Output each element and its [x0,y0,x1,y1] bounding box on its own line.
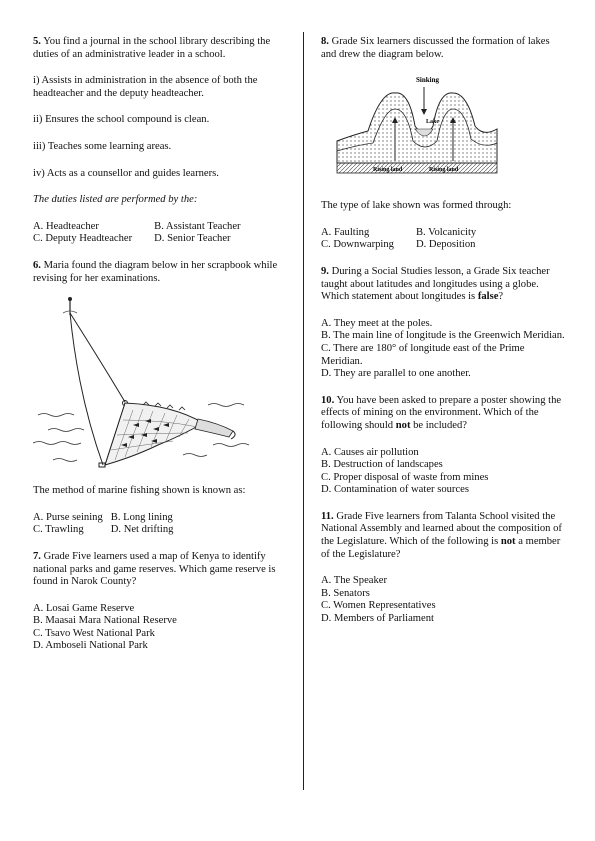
options-grid [33,512,283,537]
option-c[interactable]: C. Tsavo West National Park [33,627,155,639]
duty-item: iv) Acts as a counsellor and guides learners. [33,167,219,179]
question-prompt: The duties listed are performed by the: [33,194,198,206]
option-a[interactable]: A. The Speaker [321,575,387,587]
label-rising-land-right: Rising land [429,167,459,174]
question-stem: Grade Five learners from Talanta School visited the National Assembly and learned about the composition of the Legislature. Which of the following is [321,510,562,548]
question-6 [33,260,283,537]
question-number: 6. [33,259,41,271]
option-a[interactable]: A. Causes air pollution [321,446,419,458]
question-stem: Grade Five learners used a map of Kenya to identify national parks and game reserves. Which game reserve is found in Narok County? [33,550,276,588]
option-c[interactable]: C. Deputy Headteacher [33,233,133,245]
option-c[interactable]: C. Proper disposal of waste from mines [321,471,489,483]
label-lake: Lake [426,119,440,126]
question-stem: Grade Six learners discussed the formation of lakes and drew the diagram below. [321,36,550,60]
left-column [33,36,283,653]
option-b[interactable]: B. Destruction of landscapes [321,459,443,471]
question-11 [321,511,566,626]
option-b[interactable]: B. Senators [321,587,370,599]
option-c[interactable]: C. Trawling [33,524,84,536]
label-rising-land-left: Rising land [373,167,403,174]
option-d[interactable]: D. Amboseli National Park [33,640,148,652]
option-d[interactable]: D. Deposition [415,239,476,251]
question-number: 8. [321,36,329,47]
question-stem: You find a journal in the school library describing the duties of an administrative leader in a school. [33,36,271,60]
option-c[interactable]: C. Women Representatives [321,600,436,612]
option-d[interactable]: D. Contamination of water sources [321,484,469,496]
question-number: 11. [321,510,334,522]
option-a[interactable]: A. They meet at the poles. [321,317,433,329]
stem-emphasis: false [477,291,499,303]
question-number: 7. [33,550,41,562]
stem-end: a member of the Legislature? [321,536,561,560]
question-5 [33,36,283,246]
question-8 [321,36,566,252]
duty-item: ii) Ensures the school compound is clean. [33,114,210,126]
option-b[interactable]: B. Assistant Teacher [154,220,241,232]
option-a[interactable]: A. Losai Game Reserve [33,602,135,614]
duty-item: i) Assists in administration in the absence of both the headteacher and the deputy headteacher. [33,75,258,99]
option-c[interactable]: C. There are 180° of longitude east of the Prime Meridian. [321,342,525,367]
option-b[interactable]: B. Volcanicity [415,226,477,238]
lake-formation-diagram [333,71,503,186]
option-a[interactable]: A. Purse seining [33,511,103,523]
question-10 [321,395,566,497]
options-grid [321,227,566,252]
question-prompt: The type of lake shown was formed through: [321,200,512,212]
option-c[interactable]: C. Downwarping [321,239,394,251]
option-d[interactable]: D. They are parallel to one another. [321,368,471,380]
option-b[interactable]: B. Maasai Mara National Reserve [33,615,177,627]
stem-emphasis: not [395,419,411,431]
stem-emphasis: not [500,536,516,548]
option-b[interactable]: B. The main line of longitude is the Greenwich Meridian. [321,330,565,342]
question-number: 5. [33,36,41,47]
option-d[interactable]: D. Members of Parliament [321,613,434,625]
label-sinking: Sinking [416,76,439,85]
option-a[interactable]: A. Headteacher [33,220,99,232]
question-stem: You have been asked to prepare a poster showing the effects of mining on the environment. Which of the following should [321,394,562,431]
question-number: 9. [321,265,329,277]
stem-end: ? [498,291,504,303]
option-d[interactable]: D. Senior Teacher [154,233,231,245]
question-9 [321,266,566,381]
question-prompt: The method of marine fishing shown is known as: [33,485,246,497]
question-7 [33,551,283,653]
duty-item: iii) Teaches some learning areas. [33,140,172,152]
option-d[interactable]: D. Net drifting [110,524,174,536]
option-a[interactable]: A. Faulting [321,226,370,238]
options-grid [33,221,283,246]
column-divider [303,32,304,790]
question-stem: Maria found the diagram below in her scrapbook while revising for her examinations. [33,259,278,284]
option-b[interactable]: B. Long lining [110,511,173,523]
question-number: 10. [321,394,335,406]
purse-seine-diagram [33,295,263,475]
question-stem: During a Social Studies lesson, a Grade Six teacher taught about latitudes and longitudes using a globe. Which statement about longitudes is [321,265,550,303]
stem-end: be included? [410,419,467,431]
right-column [321,36,566,626]
